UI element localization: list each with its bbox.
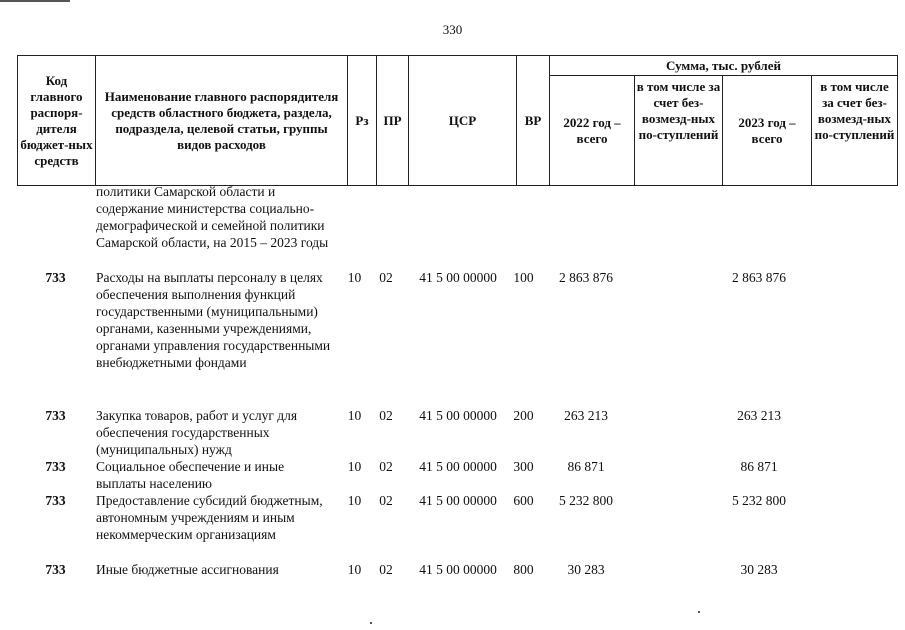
row-csr: 41 5 00 00000	[419, 459, 497, 474]
header-rz: Рз	[348, 56, 377, 186]
row-vr: 200	[513, 408, 534, 423]
row-pr: 02	[379, 562, 393, 577]
row-csr: 41 5 00 00000	[419, 562, 497, 577]
header-pr: ПР	[377, 56, 409, 186]
row-vr: 600	[513, 493, 534, 508]
row-name: Закупка товаров, работ и услуг для обеспечения государственных (муниципальных) нужд	[96, 408, 298, 457]
header-csr: ЦСР	[409, 56, 517, 186]
row-pr: 02	[379, 493, 393, 508]
row-rz: 10	[347, 493, 362, 508]
row-vr: 100	[513, 270, 534, 285]
row-sum-2022: 263 213	[564, 408, 608, 423]
row-pr: 02	[379, 408, 393, 423]
row-rz: 10	[347, 270, 362, 285]
row-sum-2023: 2 863 876	[732, 270, 786, 285]
row-rz: 10	[347, 408, 362, 423]
row-sum-2023: 30 283	[740, 562, 778, 577]
row-name: Социальное обеспечение и иные выплаты населению	[96, 459, 285, 491]
header-sum: Сумма, тыс. рублей	[550, 56, 898, 76]
row-code: 733	[45, 270, 66, 285]
header-2022-grants: в том числе за счет без-возмезд-ных по-ступлений	[635, 76, 723, 186]
row-name: политики Самарской области и содержание министерства социально-демографической и семейной политики Самарской области, на 2015 – 2023 годы	[96, 184, 329, 250]
row-code: 733	[45, 459, 66, 474]
row-sum-2023: 86 871	[740, 459, 778, 474]
row-rz: 10	[347, 562, 362, 577]
header-2023-grants: в том числе за счет без-возмезд-ных по-ступлений	[812, 76, 898, 186]
scan-artifact	[370, 622, 372, 624]
row-csr: 41 5 00 00000	[419, 270, 497, 285]
header-code: Код главного распоря-дителя бюджет-ных средств	[18, 56, 96, 186]
row-sum-2022: 5 232 800	[559, 493, 613, 508]
header-name: Наименование главного распорядителя средств областного бюджета, раздела, подраздела, целевой статьи, группы видов расходов	[96, 56, 348, 186]
scan-artifact	[698, 611, 700, 613]
row-sum-2023: 263 213	[737, 408, 781, 423]
row-vr: 800	[513, 562, 534, 577]
row-sum-2022: 86 871	[567, 459, 605, 474]
row-code: 733	[45, 493, 66, 508]
header-2023-total: 2023 год – всего	[723, 76, 812, 186]
row-pr: 02	[379, 270, 393, 285]
row-name: Предоставление субсидий бюджетным, автономным учреждениям и иным некоммерческим организациям	[96, 493, 323, 542]
scan-artifact	[0, 0, 70, 2]
row-code: 733	[45, 408, 66, 423]
row-sum-2022: 2 863 876	[559, 270, 613, 285]
row-name: Иные бюджетные ассигнования	[96, 562, 279, 577]
header-2022-total: 2022 год – всего	[550, 76, 635, 186]
row-csr: 41 5 00 00000	[419, 408, 497, 423]
row-code: 733	[45, 562, 66, 577]
row-pr: 02	[379, 459, 393, 474]
row-name: Расходы на выплаты персоналу в целях обеспечения выполнения функций государственными (муниципальными) органами, казенными учреждениями, органами управления государственными внебюджетными фондами	[96, 270, 331, 370]
table-header	[17, 55, 898, 186]
row-rz: 10	[347, 459, 362, 474]
row-sum-2023: 5 232 800	[732, 493, 786, 508]
row-csr: 41 5 00 00000	[419, 493, 497, 508]
header-vr: ВР	[517, 56, 550, 186]
row-sum-2022: 30 283	[567, 562, 605, 577]
row-vr: 300	[513, 459, 534, 474]
page-number: 330	[442, 22, 463, 37]
